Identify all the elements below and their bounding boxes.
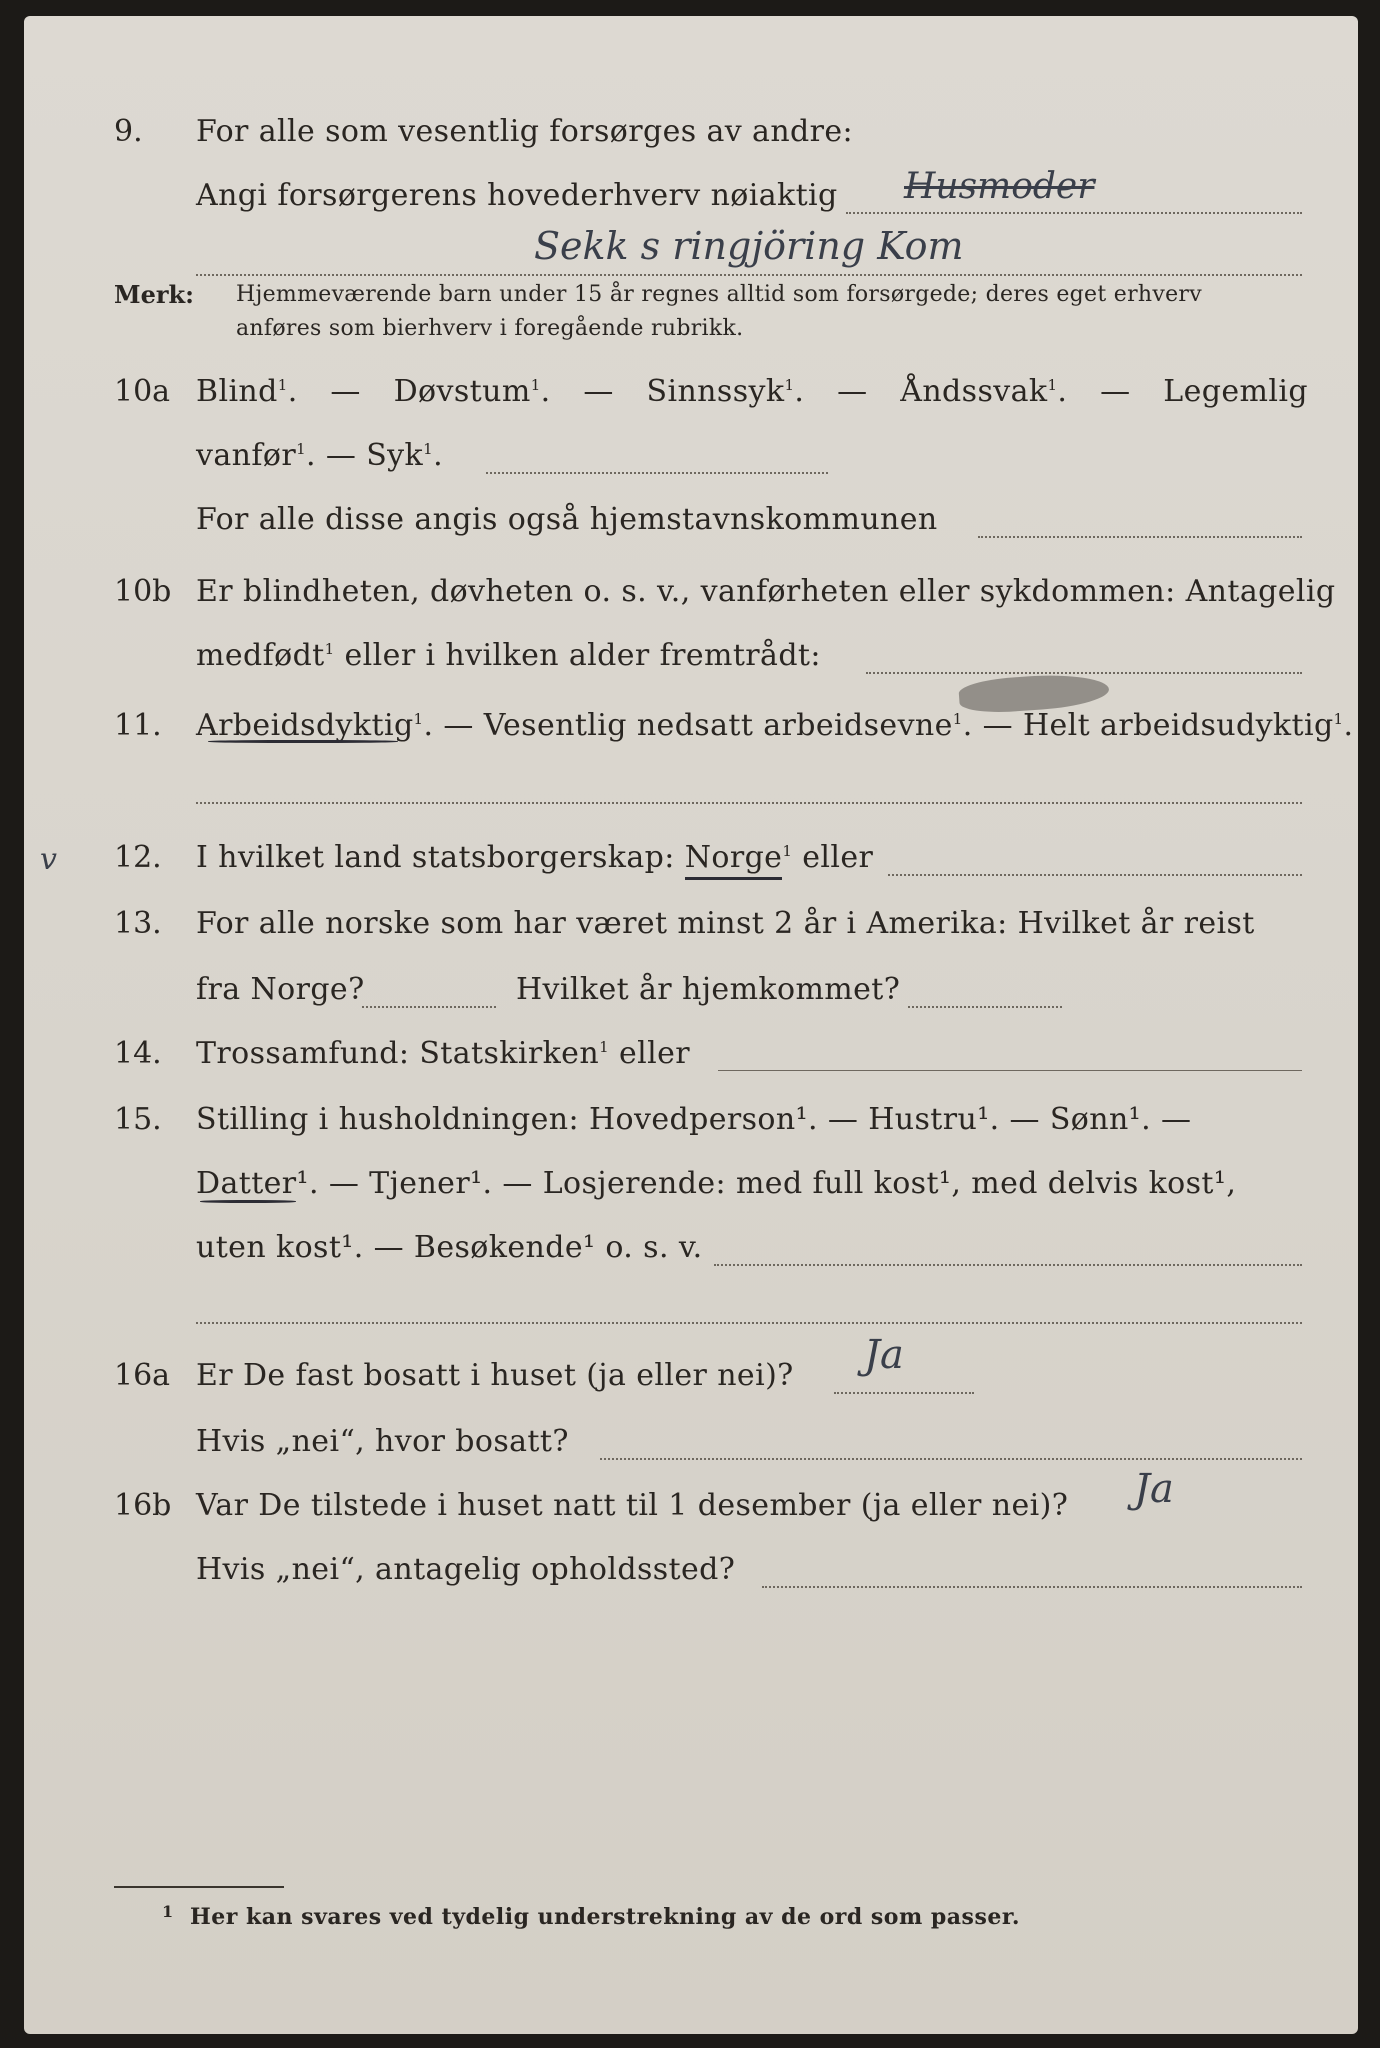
handwritten-answer: Ja [1134, 1466, 1174, 1512]
question-9-line-2 [24, 172, 1358, 222]
question-16a-line-2 [24, 1418, 1358, 1468]
option-blind[interactable]: Blind [196, 374, 278, 409]
margin-check-mark: v [40, 842, 57, 877]
option-andssvak[interactable]: Åndssvak [900, 374, 1048, 409]
option-arbeidsudyktig[interactable]: . — Helt arbeidsudyktig [962, 708, 1334, 743]
option-nedsatt-arbeidsevne[interactable]: . — Vesentlig nedsatt arbeidsevne [423, 708, 953, 743]
question-number: 10b [114, 574, 172, 609]
census-form-page [24, 16, 1358, 2034]
option-dovstum[interactable]: Døvstum [393, 374, 531, 409]
question-12 [24, 834, 1358, 884]
answer-line-reist[interactable] [362, 1006, 496, 1008]
question-number: 16b [114, 1488, 172, 1523]
separator: — [583, 374, 614, 409]
answer-line-hjemkommet[interactable] [908, 1006, 1062, 1008]
question-number: 15. [114, 1102, 162, 1137]
question-9-line-1 [24, 108, 1358, 158]
answer-line[interactable] [196, 1322, 1302, 1324]
handwritten-underline [208, 740, 398, 743]
question-10b-line-1 [24, 568, 1358, 618]
question-text: medfødt$^1$ eller i hvilken alder fremtrådt: [196, 638, 821, 673]
answer-line[interactable] [888, 874, 1302, 876]
footnote-marker: 1 [162, 1902, 174, 1921]
handwritten-answer: Sekk s ringjöring Kom [534, 224, 964, 268]
question-16a-line-1 [24, 1352, 1358, 1402]
question-11-line-1 [24, 702, 1358, 752]
separator: — [837, 374, 868, 409]
note-text-line-1: Hjemmeværende barn under 15 år regnes alltid som forsørgede; deres eget erhverv [236, 282, 1202, 307]
question-text: Hvis „nei“, antagelig opholdssted? [196, 1552, 736, 1587]
option-sinnssyk[interactable]: Sinnssyk [646, 374, 785, 409]
answer-line[interactable] [846, 212, 1302, 214]
footnote-rule [114, 1886, 284, 1888]
separator: — [330, 374, 361, 409]
option-statskirken[interactable]: Statskirken [419, 1036, 600, 1071]
answer-line[interactable] [762, 1586, 1302, 1588]
footnote-text: Her kan svares ved tydelig understrekning av de ord som passer. [190, 1904, 1021, 1930]
question-text: I hvilket land statsborgerskap: Norge$^1$ eller [196, 840, 873, 875]
question-15-line-1 [24, 1096, 1358, 1146]
handwritten-struck-answer: Husmoder [904, 166, 1095, 207]
answer-line[interactable] [196, 802, 1302, 804]
question-text: For alle som vesentlig forsørges av andre: [196, 114, 854, 149]
answer-line[interactable] [834, 1392, 974, 1394]
answer-line[interactable] [600, 1458, 1302, 1460]
question-text: Blind$^1$. — Døvstum$^1$. — Sinnssyk$^1$. — Åndssvak$^1$. — Legemlig [196, 374, 1308, 409]
question-text: uten kost¹. — Besøkende¹ o. s. v. [196, 1230, 703, 1265]
question-text: For alle norske som har været minst 2 år i Amerika: Hvilket år reist [196, 906, 1255, 941]
question-number: 10a [114, 374, 171, 409]
question-number: 9. [114, 114, 143, 149]
question-text: Er De fast bosatt i huset (ja eller nei)? [196, 1358, 794, 1393]
option-vanfor[interactable]: vanfør [196, 438, 297, 473]
question-number: 12. [114, 840, 162, 875]
option-norge[interactable]: Norge [685, 840, 783, 880]
question-text: Stilling i husholdningen: Hovedperson¹. — Hustru¹. — Sønn¹. — [196, 1102, 1192, 1137]
answer-line[interactable] [196, 274, 1302, 276]
question-number: 13. [114, 906, 162, 941]
question-11-line-2 [24, 768, 1358, 818]
answer-line[interactable] [718, 1070, 1302, 1071]
question-text: Var De tilstede i huset natt til 1 desember (ja eller nei)? [196, 1488, 1069, 1523]
question-14 [24, 1030, 1358, 1080]
note-text-line-2: anføres som bierhverv i foregående rubrikk. [236, 316, 744, 341]
answer-line[interactable] [486, 472, 828, 474]
answer-line[interactable] [714, 1264, 1302, 1266]
option-medfodt[interactable]: medfødt [196, 638, 325, 673]
question-number: 14. [114, 1036, 162, 1071]
question-15-line-4 [24, 1288, 1358, 1338]
option-datter[interactable]: Datter [196, 1166, 297, 1201]
question-text: Datter¹. — Tjener¹. — Losjerende: med full kost¹, med delvis kost¹, [196, 1166, 1237, 1201]
option-arbeidsdyktig[interactable]: Arbeidsdyktig [196, 708, 414, 743]
question-text: Arbeidsdyktig$^1$. — Vesentlig nedsatt arbeidsevne$^1$. — Helt arbeidsudyktig$^1$. [196, 708, 1354, 743]
handwritten-answer: Ja [864, 1332, 904, 1378]
question-text: Hvilket år hjemkommet? [516, 972, 901, 1007]
question-text: Trossamfund: Statskirken$^1$ eller [196, 1036, 690, 1071]
question-text: Er blindheten, døvheten o. s. v., vanførheten eller sykdommen: Antagelig [196, 574, 1336, 609]
question-text: fra Norge? [196, 972, 365, 1007]
question-13-line-2 [24, 966, 1358, 1016]
question-number: 11. [114, 708, 162, 743]
question-text: Hvis „nei“, hvor bosatt? [196, 1424, 569, 1459]
question-10a-line-3 [24, 496, 1358, 546]
note-label: Merk: [114, 280, 194, 309]
option-legemlig[interactable]: Legemlig [1163, 374, 1308, 409]
handwritten-underline [200, 1200, 296, 1203]
question-16b-line-2 [24, 1546, 1358, 1596]
question-10a-line-1 [24, 368, 1358, 418]
question-number: 16a [114, 1358, 171, 1393]
answer-line[interactable] [978, 536, 1302, 538]
separator: — [1100, 374, 1131, 409]
question-15-line-3 [24, 1224, 1358, 1274]
question-10a-line-2 [24, 432, 1358, 482]
question-13-line-1 [24, 900, 1358, 950]
question-10b-line-2 [24, 632, 1358, 682]
question-text: For alle disse angis også hjemstavnskommunen [196, 502, 938, 537]
question-text: vanfør$^1$. — Syk$^1$. [196, 438, 443, 473]
answer-line[interactable] [866, 672, 1302, 674]
question-text: Angi forsørgerens hovederhverv nøiaktig [196, 178, 838, 213]
option-syk[interactable]: — Syk [315, 438, 424, 473]
